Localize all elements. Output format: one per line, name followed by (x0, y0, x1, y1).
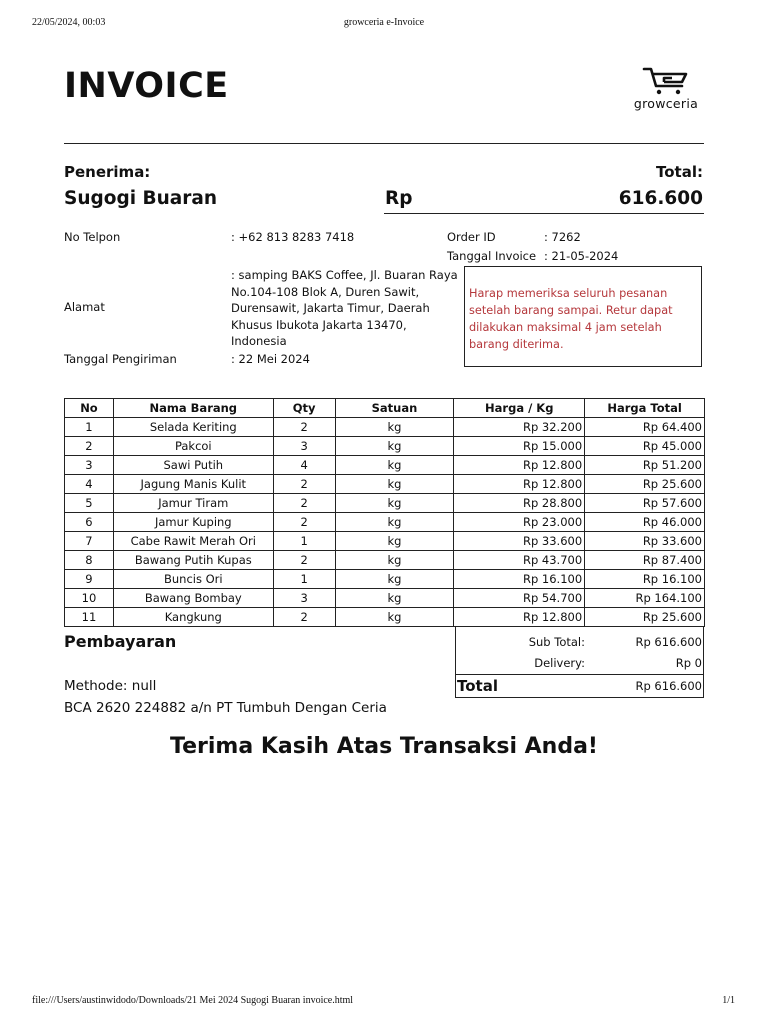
col-header-qty: Qty (273, 399, 335, 418)
note-line: barang diterima. (469, 338, 564, 351)
row-item-name: Buncis Ori (113, 570, 273, 589)
row-total: Rp 51.200 (585, 456, 705, 475)
row-total: Rp 33.600 (585, 532, 705, 551)
row-total: Rp 25.600 (585, 475, 705, 494)
row-total: Rp 64.400 (585, 418, 705, 437)
grand-total-label: Total (457, 677, 498, 695)
note-line: setelah barang sampai. Retur dapat (469, 304, 673, 317)
row-unit: kg (335, 475, 454, 494)
print-page-title: growceria e-Invoice (343, 17, 425, 28)
table-row (65, 589, 705, 608)
row-total: Rp 16.100 (585, 570, 705, 589)
row-qty: 4 (273, 456, 335, 475)
row-item-name: Bawang Putih Kupas (113, 551, 273, 570)
invoice-title: INVOICE (64, 66, 229, 106)
row-price: Rp 12.800 (454, 608, 585, 627)
address-line: Khusus Ibukota Jakarta 13470, (231, 317, 407, 332)
row-total: Rp 164.100 (585, 589, 705, 608)
brand-name: growceria (633, 96, 699, 111)
row-item-name: Jagung Manis Kulit (113, 475, 273, 494)
row-item-name: Pakcoi (113, 437, 273, 456)
table-row (65, 570, 705, 589)
address-label: Alamat (64, 300, 105, 314)
delivery-label: Delivery: (534, 656, 585, 670)
row-unit: kg (335, 570, 454, 589)
row-qty: 3 (273, 589, 335, 608)
subtotal-value: Rp 616.600 (635, 635, 702, 649)
row-no: 11 (65, 608, 114, 627)
row-no: 6 (65, 513, 114, 532)
row-price: Rp 32.200 (454, 418, 585, 437)
row-qty: 2 (273, 608, 335, 627)
row-qty: 2 (273, 494, 335, 513)
table-row (65, 456, 705, 475)
row-item-name: Selada Keriting (113, 418, 273, 437)
row-unit: kg (335, 456, 454, 475)
row-price: Rp 12.800 (454, 475, 585, 494)
row-unit: kg (335, 589, 454, 608)
items-table (64, 398, 705, 627)
address-value (231, 267, 461, 350)
row-qty: 2 (273, 475, 335, 494)
ship-date-label: Tanggal Pengiriman (64, 352, 177, 366)
row-total: Rp 57.600 (585, 494, 705, 513)
row-price: Rp 54.700 (454, 589, 585, 608)
recipient-label: Penerima: (64, 163, 151, 181)
total-underline (384, 213, 704, 214)
row-no: 2 (65, 437, 114, 456)
col-header-item: Nama Barang (113, 399, 273, 418)
row-no: 7 (65, 532, 114, 551)
header-divider (64, 143, 704, 144)
row-no: 5 (65, 494, 114, 513)
cart-icon (642, 66, 690, 96)
row-item-name: Bawang Bombay (113, 589, 273, 608)
total-currency: Rp (385, 188, 413, 209)
row-qty: 2 (273, 513, 335, 532)
row-qty: 2 (273, 418, 335, 437)
table-row (65, 513, 705, 532)
table-row (65, 532, 705, 551)
row-unit: kg (335, 437, 454, 456)
address-line: No.104-108 Blok A, Duren Sawit, (231, 284, 420, 299)
grand-total-value: Rp 616.600 (635, 679, 702, 693)
table-row (65, 608, 705, 627)
order-id-value: : 7262 (544, 230, 581, 244)
row-no: 10 (65, 589, 114, 608)
invoice-date-label: Tanggal Invoice (447, 249, 537, 263)
total-amount: 616.600 (618, 188, 703, 209)
row-item-name: Jamur Tiram (113, 494, 273, 513)
row-unit: kg (335, 551, 454, 570)
bank-account: BCA 2620 224882 a/n PT Tumbuh Dengan Ceria (64, 700, 387, 716)
row-qty: 1 (273, 570, 335, 589)
growceria-logo (630, 66, 702, 111)
row-total: Rp 87.400 (585, 551, 705, 570)
row-unit: kg (335, 608, 454, 627)
table-row (65, 475, 705, 494)
row-unit: kg (335, 532, 454, 551)
address-line: Durensawit, Jakarta Timur, Daerah (231, 301, 430, 315)
row-price: Rp 23.000 (454, 513, 585, 532)
col-header-total: Harga Total (585, 399, 705, 418)
table-header-row (65, 399, 705, 418)
row-unit: kg (335, 494, 454, 513)
table-row (65, 437, 705, 456)
table-row (65, 418, 705, 437)
print-file-path: file:///Users/austinwidodo/Downloads/21 Mei 2024 Sugogi Buaran invoice.html (32, 995, 354, 1006)
ship-date-value: : 22 Mei 2024 (231, 352, 310, 366)
print-page-number: 1/1 (722, 995, 735, 1006)
row-price: Rp 33.600 (454, 532, 585, 551)
address-line: Indonesia (231, 334, 287, 348)
note-line: Harap memeriksa seluruh pesanan (469, 287, 668, 300)
thank-you-message: Terima Kasih Atas Transaksi Anda! (170, 734, 598, 759)
row-no: 9 (65, 570, 114, 589)
row-qty: 1 (273, 532, 335, 551)
col-header-unit: Satuan (335, 399, 454, 418)
return-note (464, 266, 702, 367)
delivery-value: Rp 0 (675, 656, 702, 670)
recipient-name: Sugogi Buaran (64, 188, 218, 209)
row-total: Rp 45.000 (585, 437, 705, 456)
row-no: 3 (65, 456, 114, 475)
phone-label: No Telpon (64, 230, 121, 244)
col-header-no: No (65, 399, 114, 418)
row-price: Rp 28.800 (454, 494, 585, 513)
payment-title: Pembayaran (64, 632, 177, 651)
row-price: Rp 16.100 (454, 570, 585, 589)
row-total: Rp 46.000 (585, 513, 705, 532)
address-line: : samping BAKS Coffee, Jl. Buaran Raya (231, 268, 458, 282)
invoice-date-value: : 21-05-2024 (544, 249, 619, 263)
table-row (65, 494, 705, 513)
row-qty: 3 (273, 437, 335, 456)
row-unit: kg (335, 513, 454, 532)
total-label: Total: (656, 163, 703, 181)
print-datetime: 22/05/2024, 00:03 (32, 17, 106, 28)
summary-divider (455, 674, 704, 675)
row-item-name: Kangkung (113, 608, 273, 627)
order-id-label: Order ID (447, 230, 496, 244)
subtotal-label: Sub Total: (528, 635, 585, 649)
phone-value: : +62 813 8283 7418 (231, 230, 355, 244)
row-item-name: Sawi Putih (113, 456, 273, 475)
payment-method: Methode: null (64, 678, 157, 694)
col-header-price: Harga / Kg (454, 399, 585, 418)
row-unit: kg (335, 418, 454, 437)
row-price: Rp 12.800 (454, 456, 585, 475)
row-item-name: Jamur Kuping (113, 513, 273, 532)
note-line: dilakukan maksimal 4 jam setelah (469, 321, 662, 334)
row-total: Rp 25.600 (585, 608, 705, 627)
row-no: 4 (65, 475, 114, 494)
row-price: Rp 43.700 (454, 551, 585, 570)
row-no: 8 (65, 551, 114, 570)
row-no: 1 (65, 418, 114, 437)
table-row (65, 551, 705, 570)
row-qty: 2 (273, 551, 335, 570)
row-item-name: Cabe Rawit Merah Ori (113, 532, 273, 551)
row-price: Rp 15.000 (454, 437, 585, 456)
